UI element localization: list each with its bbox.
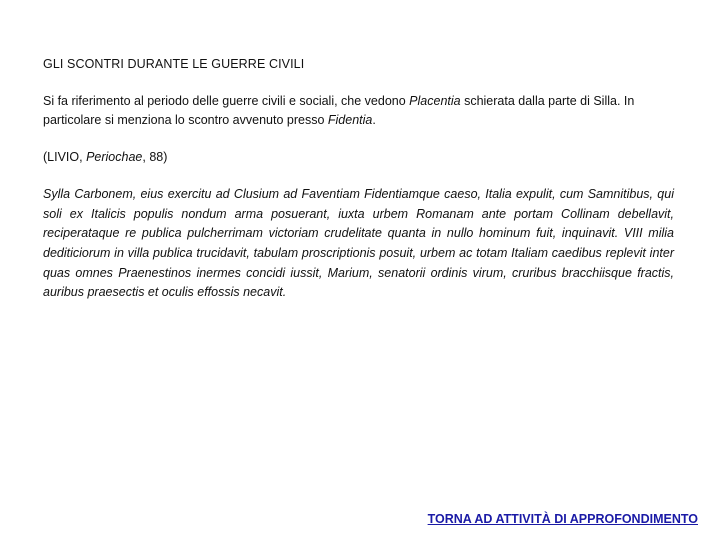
- citation-author: (LIVIO,: [43, 150, 87, 165]
- citation-reference: , 88): [142, 150, 168, 165]
- page-title: GLI SCONTRI DURANTE LE GUERRE CIVILI: [43, 57, 305, 71]
- latin-quote: Sylla Carbonem, eius exercitu ad Clusium ad Faventiam Fidentiamque caeso, Italia expulit, cum Samnitibus, qui soli ex Italicis populis nondum arma posuerant, iuxta urbem Romanam ante portam Collinam debellavit, reciperataque re publica pulcherrimam victoriam crudelitate quanta in nullo hominum fuit, inquinavit. VIII milia dediticiorum in villa publica trucidavit, tabulam proscriptionis posuit, urbem ac totam Italiam caedibus replevit inter quas omnes Praenestinos inermes concidi iussit, Marium, senatorii ordinis virum, cruribus bracchiisque fractis, auribus praesectis et oculis effossis necavit.: [43, 187, 674, 300]
- intro-paragraph: [43, 92, 674, 130]
- citation-work: Periochae: [86, 150, 143, 165]
- back-to-activities-link[interactable]: TORNA AD ATTIVITÀ DI APPROFONDIMENTO: [427, 512, 698, 526]
- source-citation: [43, 148, 674, 167]
- document-body: [43, 56, 674, 303]
- intro-text-part2: schierata dalla parte di Silla. In particolare si menziona lo scontro avvenuto presso: [43, 94, 635, 128]
- intro-text-part3: .: [372, 113, 376, 128]
- intro-place-placentia: Placentia: [409, 94, 461, 109]
- intro-place-fidentia: Fidentia: [327, 113, 373, 128]
- intro-text-part1: Si fa riferimento al periodo delle guerre civili e sociali, che vedono: [43, 94, 410, 109]
